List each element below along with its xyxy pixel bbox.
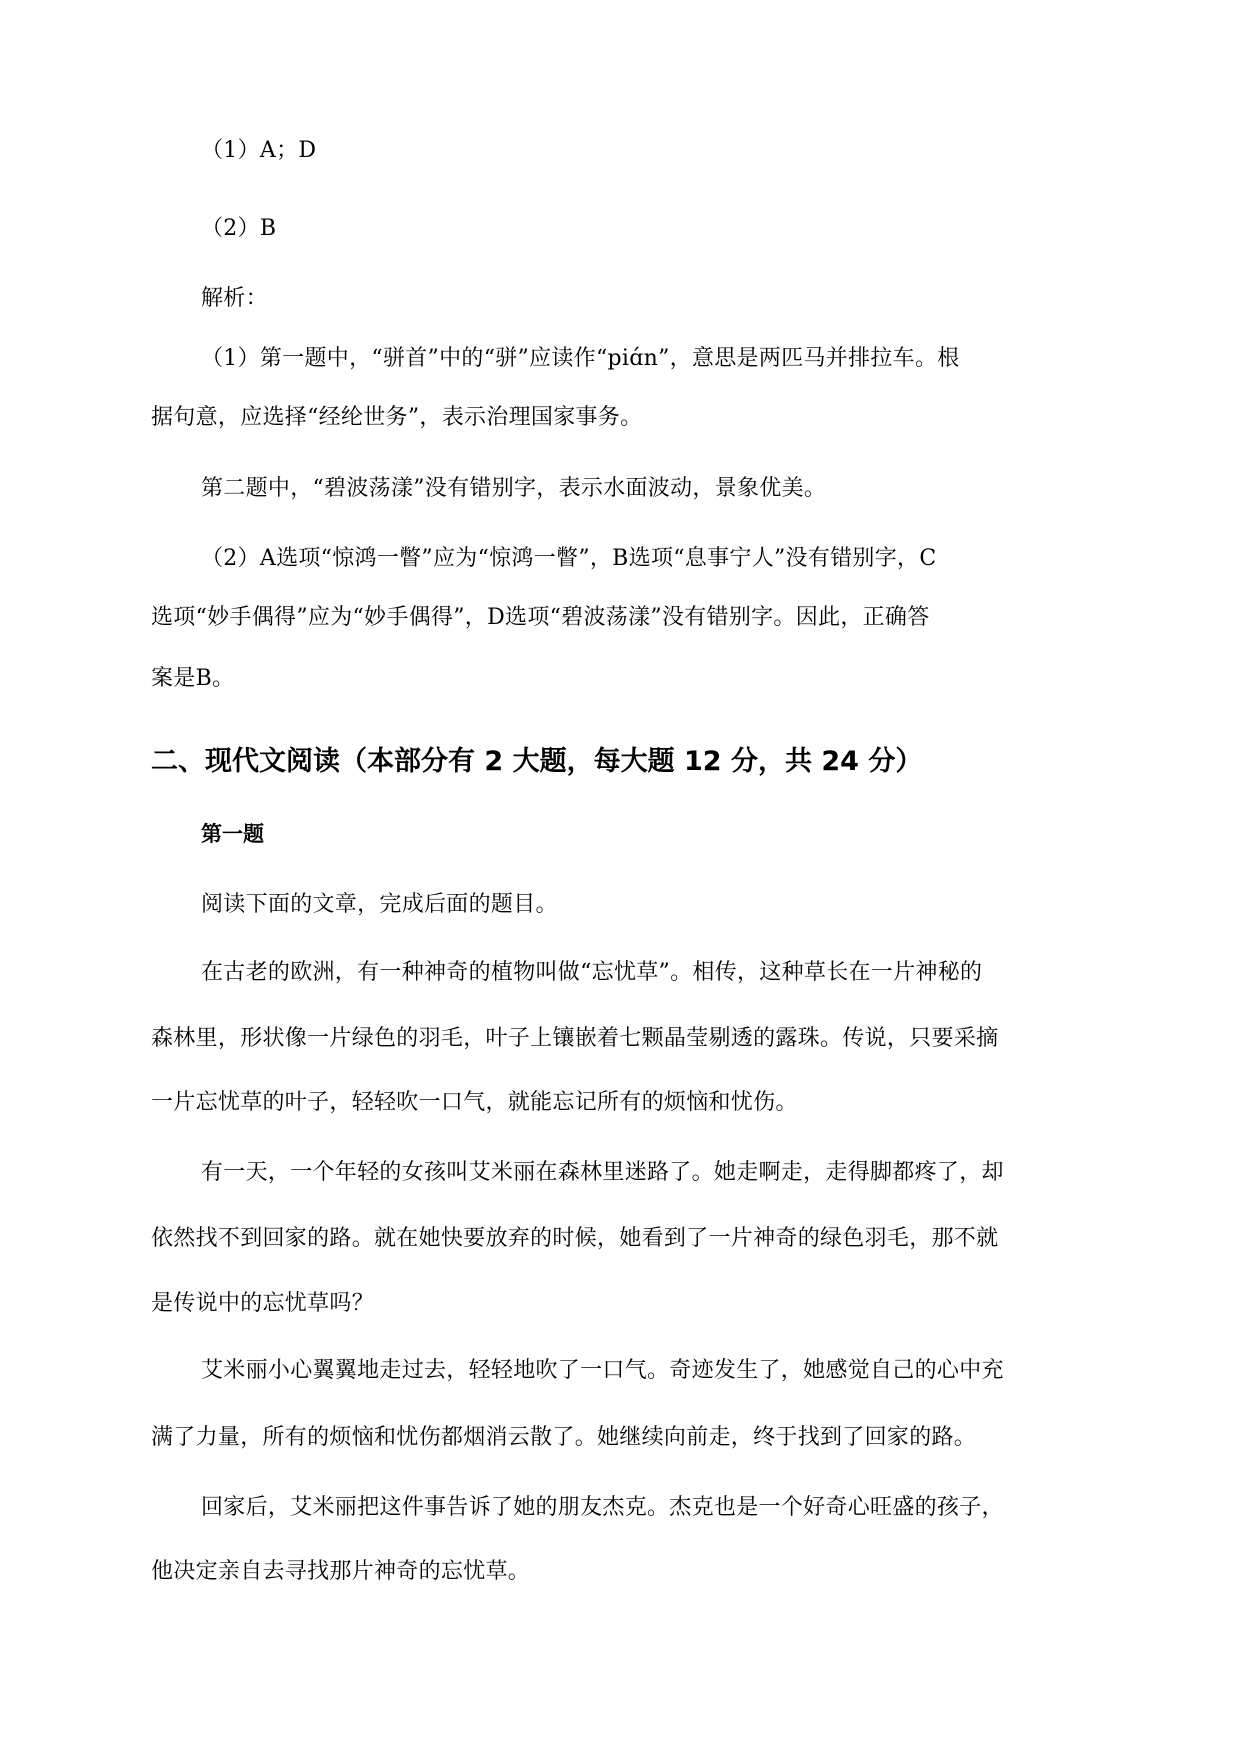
analysis-paragraph-3-line-3: 案是B。: [151, 666, 235, 691]
answer-2: （2）B: [201, 216, 277, 241]
analysis-paragraph-3-line-2: 选项“妙手偶得”应为“妙手偶得”，D选项“碧波荡漾”没有错别字。因此，正确答: [151, 605, 930, 630]
article-paragraph-1-line-2: 森林里，形状像一片绿色的羽毛，叶子上镶嵌着七颗晶莹剔透的露珠。传说，只要采摘: [151, 1026, 999, 1051]
article-paragraph-1-line-1: 在古老的欧洲，有一种神奇的植物叫做“忘忧草”。相传，这种草长在一片神秘的: [201, 960, 983, 985]
article-paragraph-4-line-2: 他决定亲自去寻找那片神奇的忘忧草。: [151, 1559, 531, 1584]
section-heading: 二、现代文阅读（本部分有 2 大题，每大题 12 分，共 24 分）: [151, 746, 923, 777]
analysis-paragraph-1-line-1: （1）第一题中，“骈首”中的“骈”应读作“piɑ́n”，意思是两匹马并排拉车。根: [201, 346, 960, 371]
article-paragraph-1-line-3: 一片忘忧草的叶子，轻轻吹一口气，就能忘记所有的烦恼和忧伤。: [151, 1090, 798, 1115]
article-paragraph-2-line-2: 依然找不到回家的路。就在她快要放弃的时候，她看到了一片神奇的绿色羽毛，那不就: [151, 1226, 999, 1251]
article-paragraph-4-line-1: 回家后，艾米丽把这件事告诉了她的朋友杰克。杰克也是一个好奇心旺盛的孩子，: [201, 1495, 1004, 1520]
article-paragraph-3-line-1: 艾米丽小心翼翼地走过去，轻轻地吹了一口气。奇迹发生了，她感觉自己的心中充: [201, 1358, 1004, 1383]
answer-1: （1）A；D: [201, 138, 317, 163]
reading-instruction: 阅读下面的文章，完成后面的题目。: [201, 892, 558, 917]
article-paragraph-2-line-3: 是传说中的忘忧草吗？: [151, 1291, 375, 1316]
article-paragraph-2-line-1: 有一天，一个年轻的女孩叫艾米丽在森林里迷路了。她走啊走，走得脚都疼了，却: [201, 1160, 1004, 1185]
analysis-paragraph-3-line-1: （2）A选项“惊鸿一瞥”应为“惊鸿一瞥”，B选项“息事宁人”没有错别字，C: [201, 546, 937, 571]
analysis-paragraph-2: 第二题中，“碧波荡漾”没有错别字，表示水面波动，景象优美。: [201, 476, 827, 501]
analysis-paragraph-1-line-2: 据句意，应选择“经纶世务”，表示治理国家事务。: [151, 405, 643, 430]
article-paragraph-3-line-2: 满了力量，所有的烦恼和忧伤都烟消云散了。她继续向前走，终于找到了回家的路。: [151, 1425, 977, 1450]
analysis-label: 解析：: [201, 286, 268, 311]
question-subheading: 第一题: [201, 822, 264, 846]
